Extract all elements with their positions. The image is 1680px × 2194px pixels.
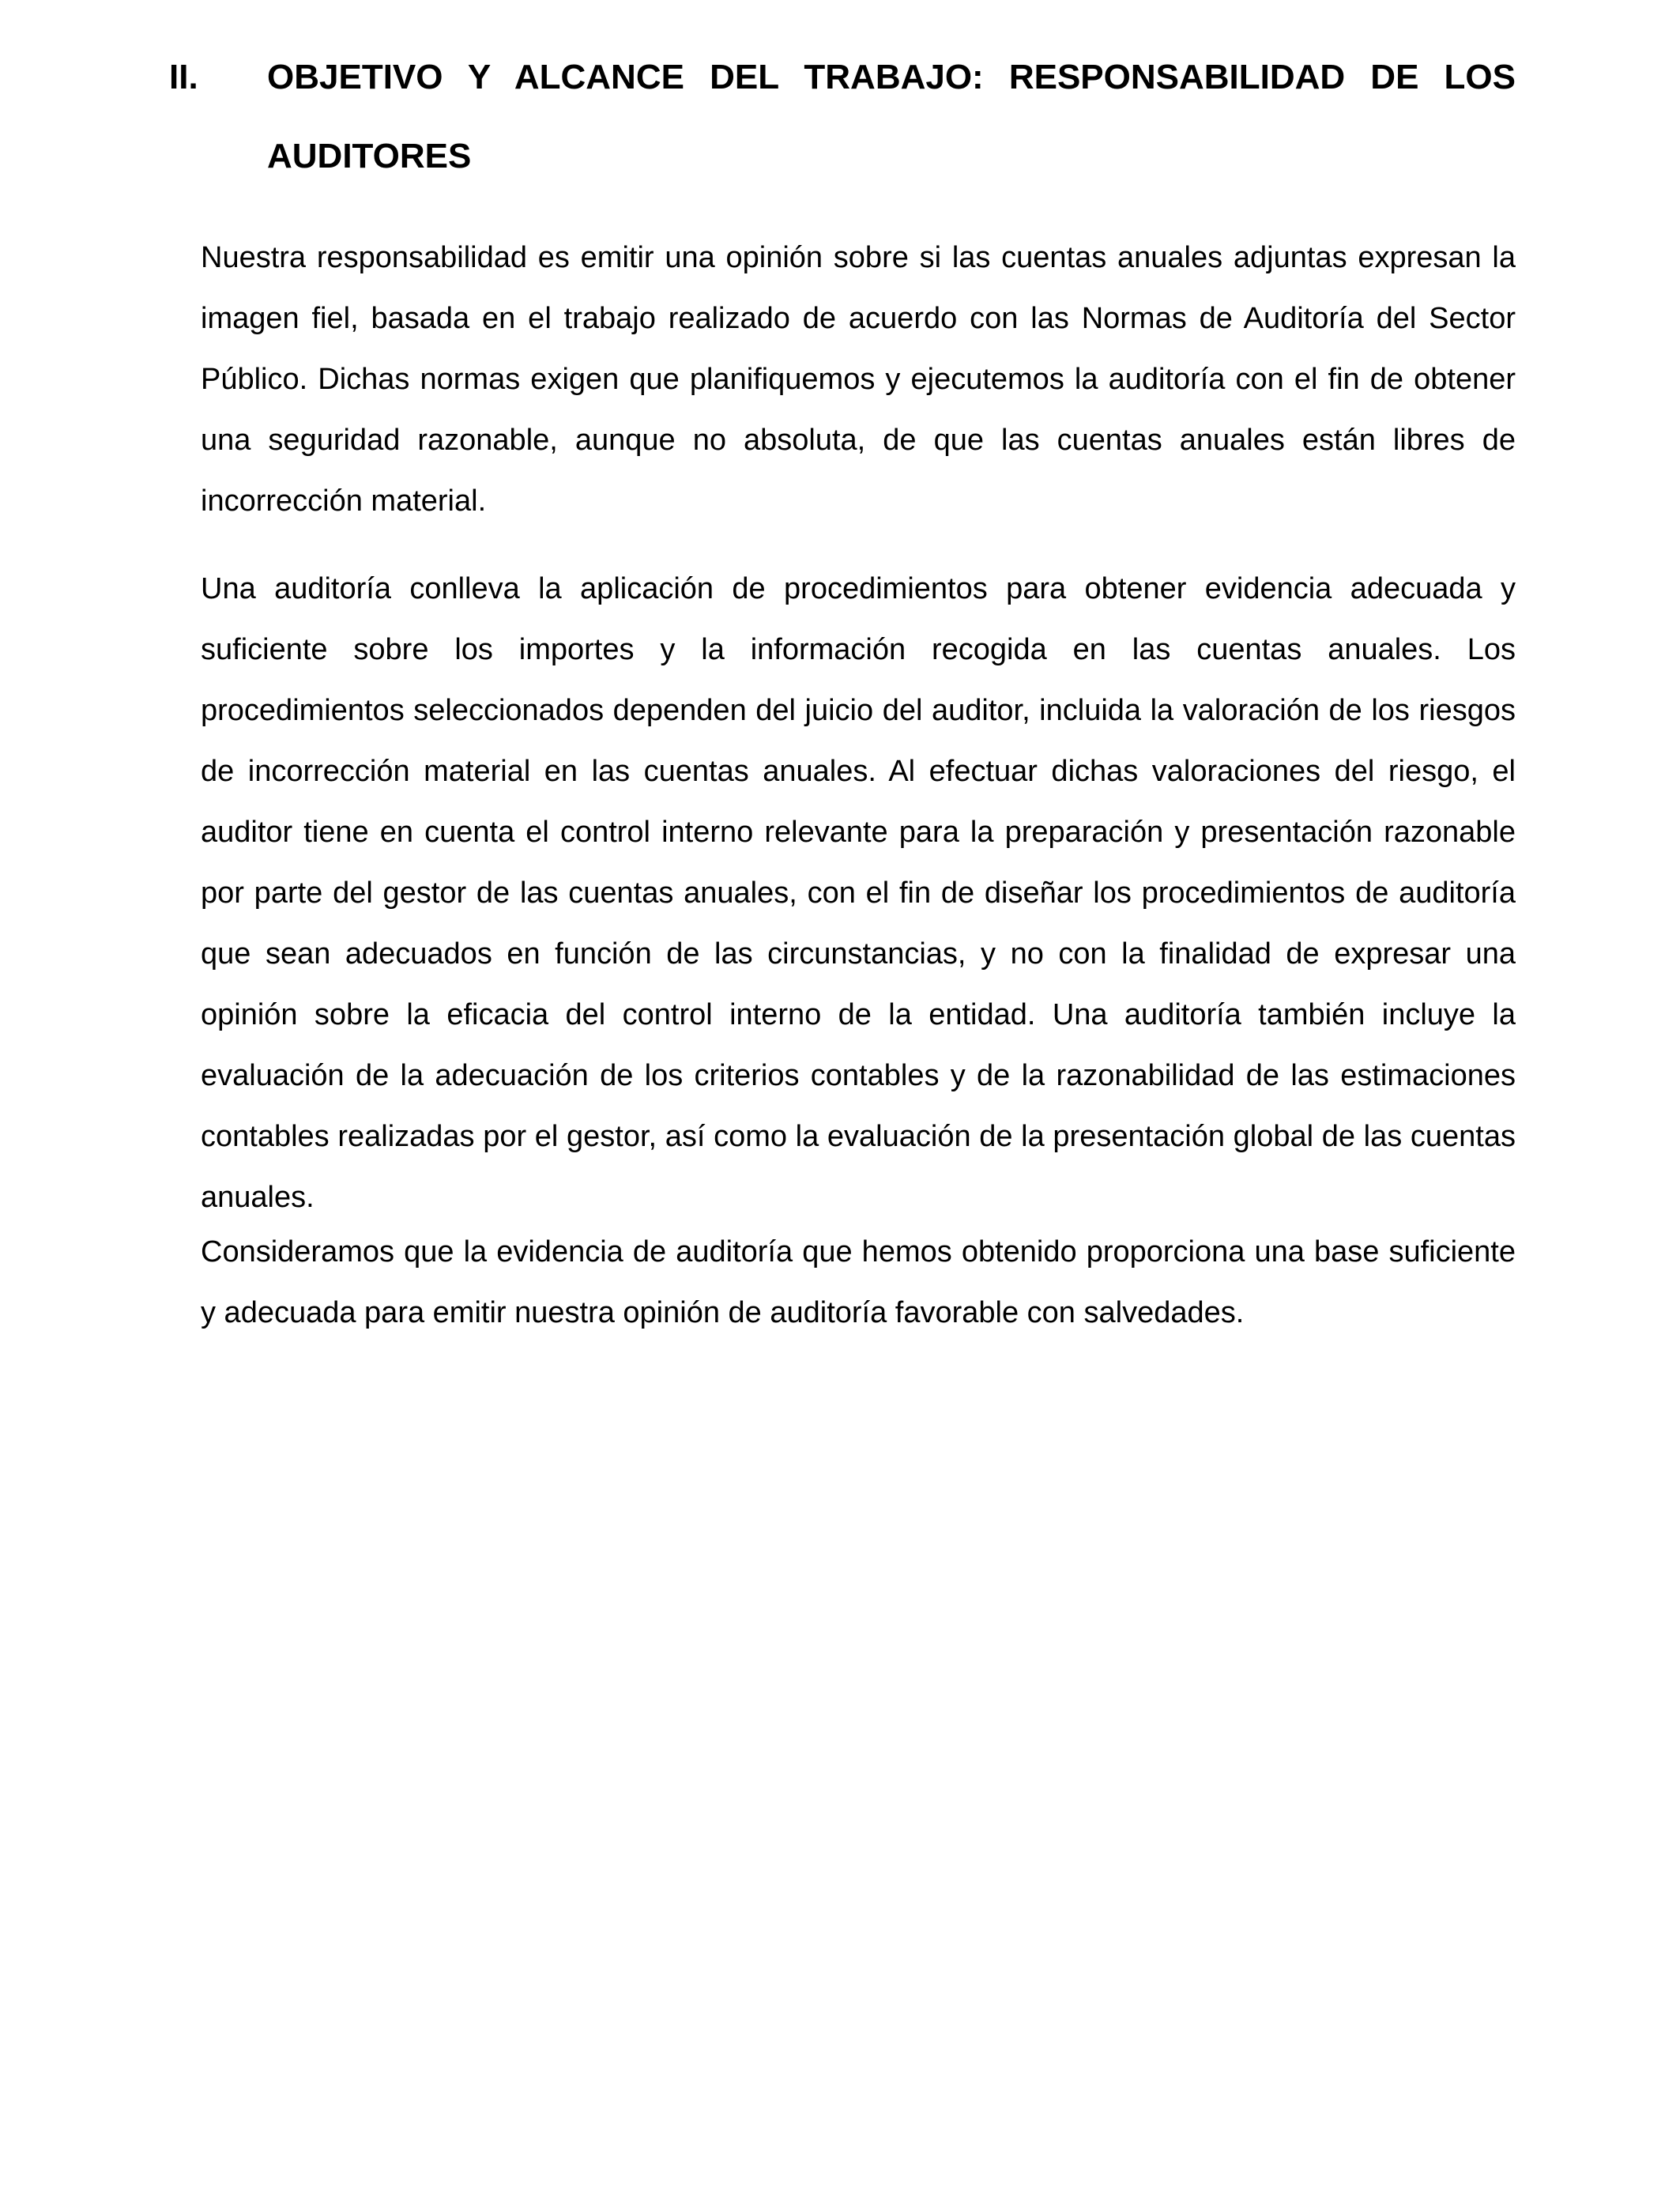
paragraph-responsibility: Nuestra responsabilidad es emitir una opinión sobre si las cuentas anuales adjuntas expresan la imagen fiel, basada en el trabajo realizado de acuerdo con las Normas de Auditoría del Sector Público. Dichas normas exigen que planifiquemos y ejecutemos la auditoría con el fin de obtener una seguridad razonable, aunque no absoluta, de que las cuentas anuales están libres de incorrección material. bbox=[201, 241, 1516, 518]
paragraph-procedures: Una auditoría conlleva la aplicación de procedimientos para obtener evidencia adecuada y suficiente sobre los importes y la información recogida en las cuentas anuales. Los procedimientos seleccionados dependen del juicio del auditor, incluida la valoración de los riesgos de incorrección material en las cuentas anuales. Al efectuar dichas valoraciones del riesgo, el auditor tiene en cuenta el control interno relevante para la preparación y presentación razonable por parte del gestor de las cuentas anuales, con el fin de diseñar los procedimientos de auditoría que sean adecuados en función de las circunstancias, y no con la finalidad de expresar una opinión sobre la eficacia del control interno de la entidad. Una auditoría también incluye la evaluación de la adecuación de los criterios contables y de la razonabilidad de las estimaciones contables realizadas por el gestor, así como la evaluación de la presentación global de las cuentas anuales. bbox=[201, 572, 1516, 1214]
paragraph-conclusion: Consideramos que la evidencia de auditoría que hemos obtenido proporciona una base suficiente y adecuada para emitir nuestra opinión de auditoría favorable con salvedades. bbox=[201, 1235, 1516, 1329]
section-number: II. bbox=[169, 58, 198, 96]
section-title: OBJETIVO Y ALCANCE DEL TRABAJO: RESPONSABILIDAD DE LOS AUDITORES bbox=[267, 58, 1516, 175]
